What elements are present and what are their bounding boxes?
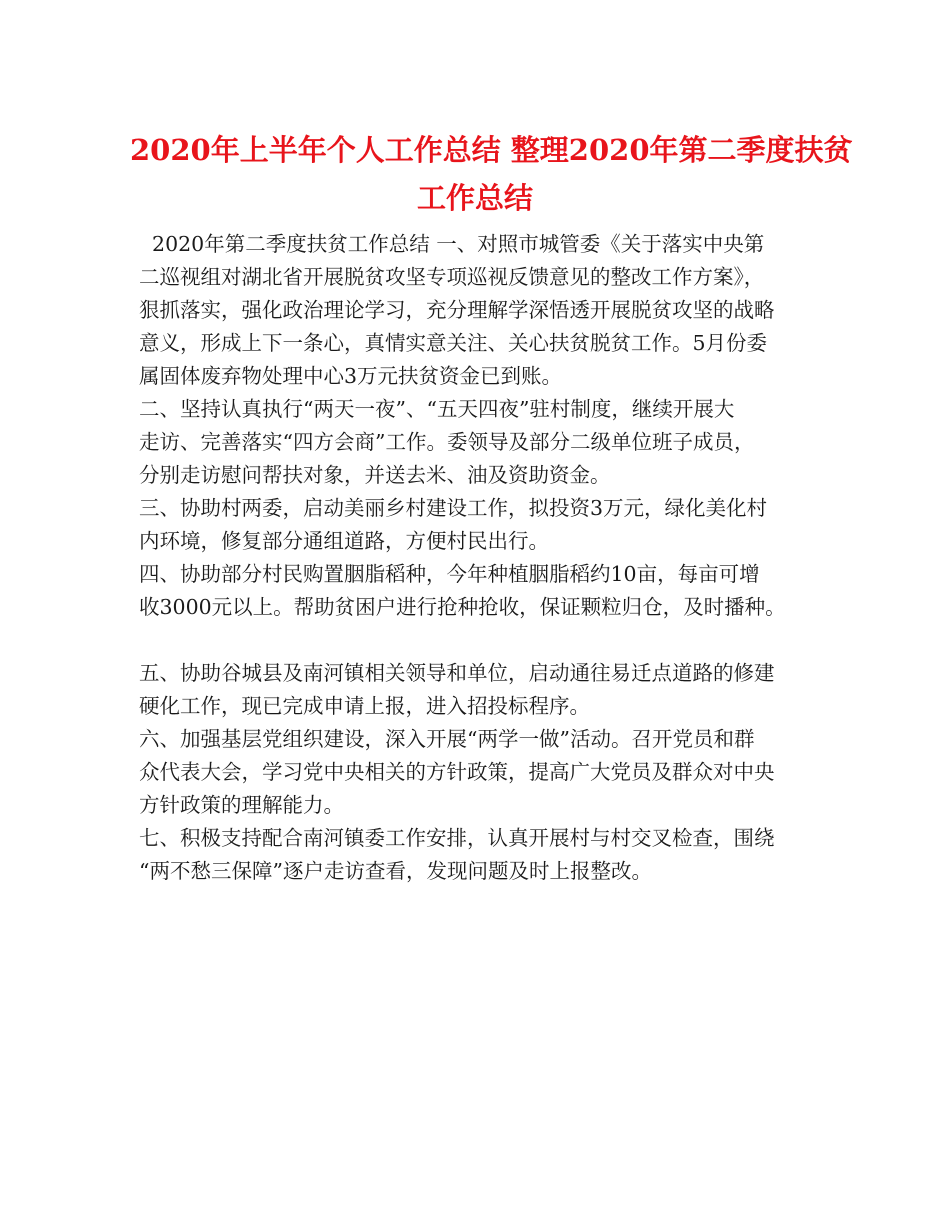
body-line: 内环境，修复部分通组道路，方便村民出行。 <box>139 529 549 553</box>
body-line: 收3000元以上。帮助贫困户进行抢种抢收，保证颗粒归仓，及时播种。 <box>139 595 786 619</box>
body-line: 二巡视组对湖北省开展脱贫攻坚专项巡视反馈意见的整改工作方案》， <box>139 265 765 289</box>
body-line: 众代表大会，学习党中央相关的方针政策，提高广大党员及群众对中央 <box>139 760 775 784</box>
body-line: 二、坚持认真执行“两天一夜”、“五天四夜”驻村制度，继续开展大 <box>139 397 735 421</box>
body-line: 属固体废弃物处理中心3万元扶贫资金已到账。 <box>139 364 563 388</box>
body-line: 走访、完善落实“四方会商”工作。委领导及部分二级单位班子成员， <box>139 430 755 454</box>
body-line: 2020年第二季度扶贫工作总结 一、对照市城管委《关于落实中央第 <box>139 232 765 256</box>
body-line: 六、加强基层党组织建设，深入开展“两学一做”活动。召开党员和群 <box>139 727 755 751</box>
document-title <box>130 126 853 222</box>
body-line: 三、协助村两委，启动美丽乡村建设工作，拟投资3万元，绿化美化村 <box>139 496 768 520</box>
body-line: 硬化工作，现已完成申请上报，进入招投标程序。 <box>139 694 590 718</box>
title-line-2: 工作总结 <box>416 181 533 215</box>
body-line: 五、协助谷城县及南河镇相关领导和单位，启动通往易迁点道路的修建 <box>139 661 775 685</box>
body-line: 七、积极支持配合南河镇委工作安排，认真开展村与村交叉检查，围绕 <box>139 826 775 850</box>
body-line: 四、协助部分村民购置胭脂稻种，今年种植胭脂稻约10亩，每亩可增 <box>139 562 760 586</box>
body-line: 意义，形成上下一条心，真情实意关注、关心扶贫脱贫工作。5月份委 <box>139 331 768 355</box>
body-line: 方针政策的理解能力。 <box>139 793 344 817</box>
body-line: 狠抓落实，强化政治理论学习，充分理解学深悟透开展脱贫攻坚的战略 <box>139 298 775 322</box>
document-body <box>139 228 829 888</box>
body-line: 分别走访慰问帮扶对象，并送去米、油及资助资金。 <box>139 463 611 487</box>
paragraph-gap <box>139 624 829 657</box>
title-line-1: 2020年上半年个人工作总结 整理2020年第二季度扶贫 <box>130 133 853 167</box>
body-line: “两不愁三保障”逐户走访查看，发现问题及时上报整改。 <box>139 859 652 883</box>
